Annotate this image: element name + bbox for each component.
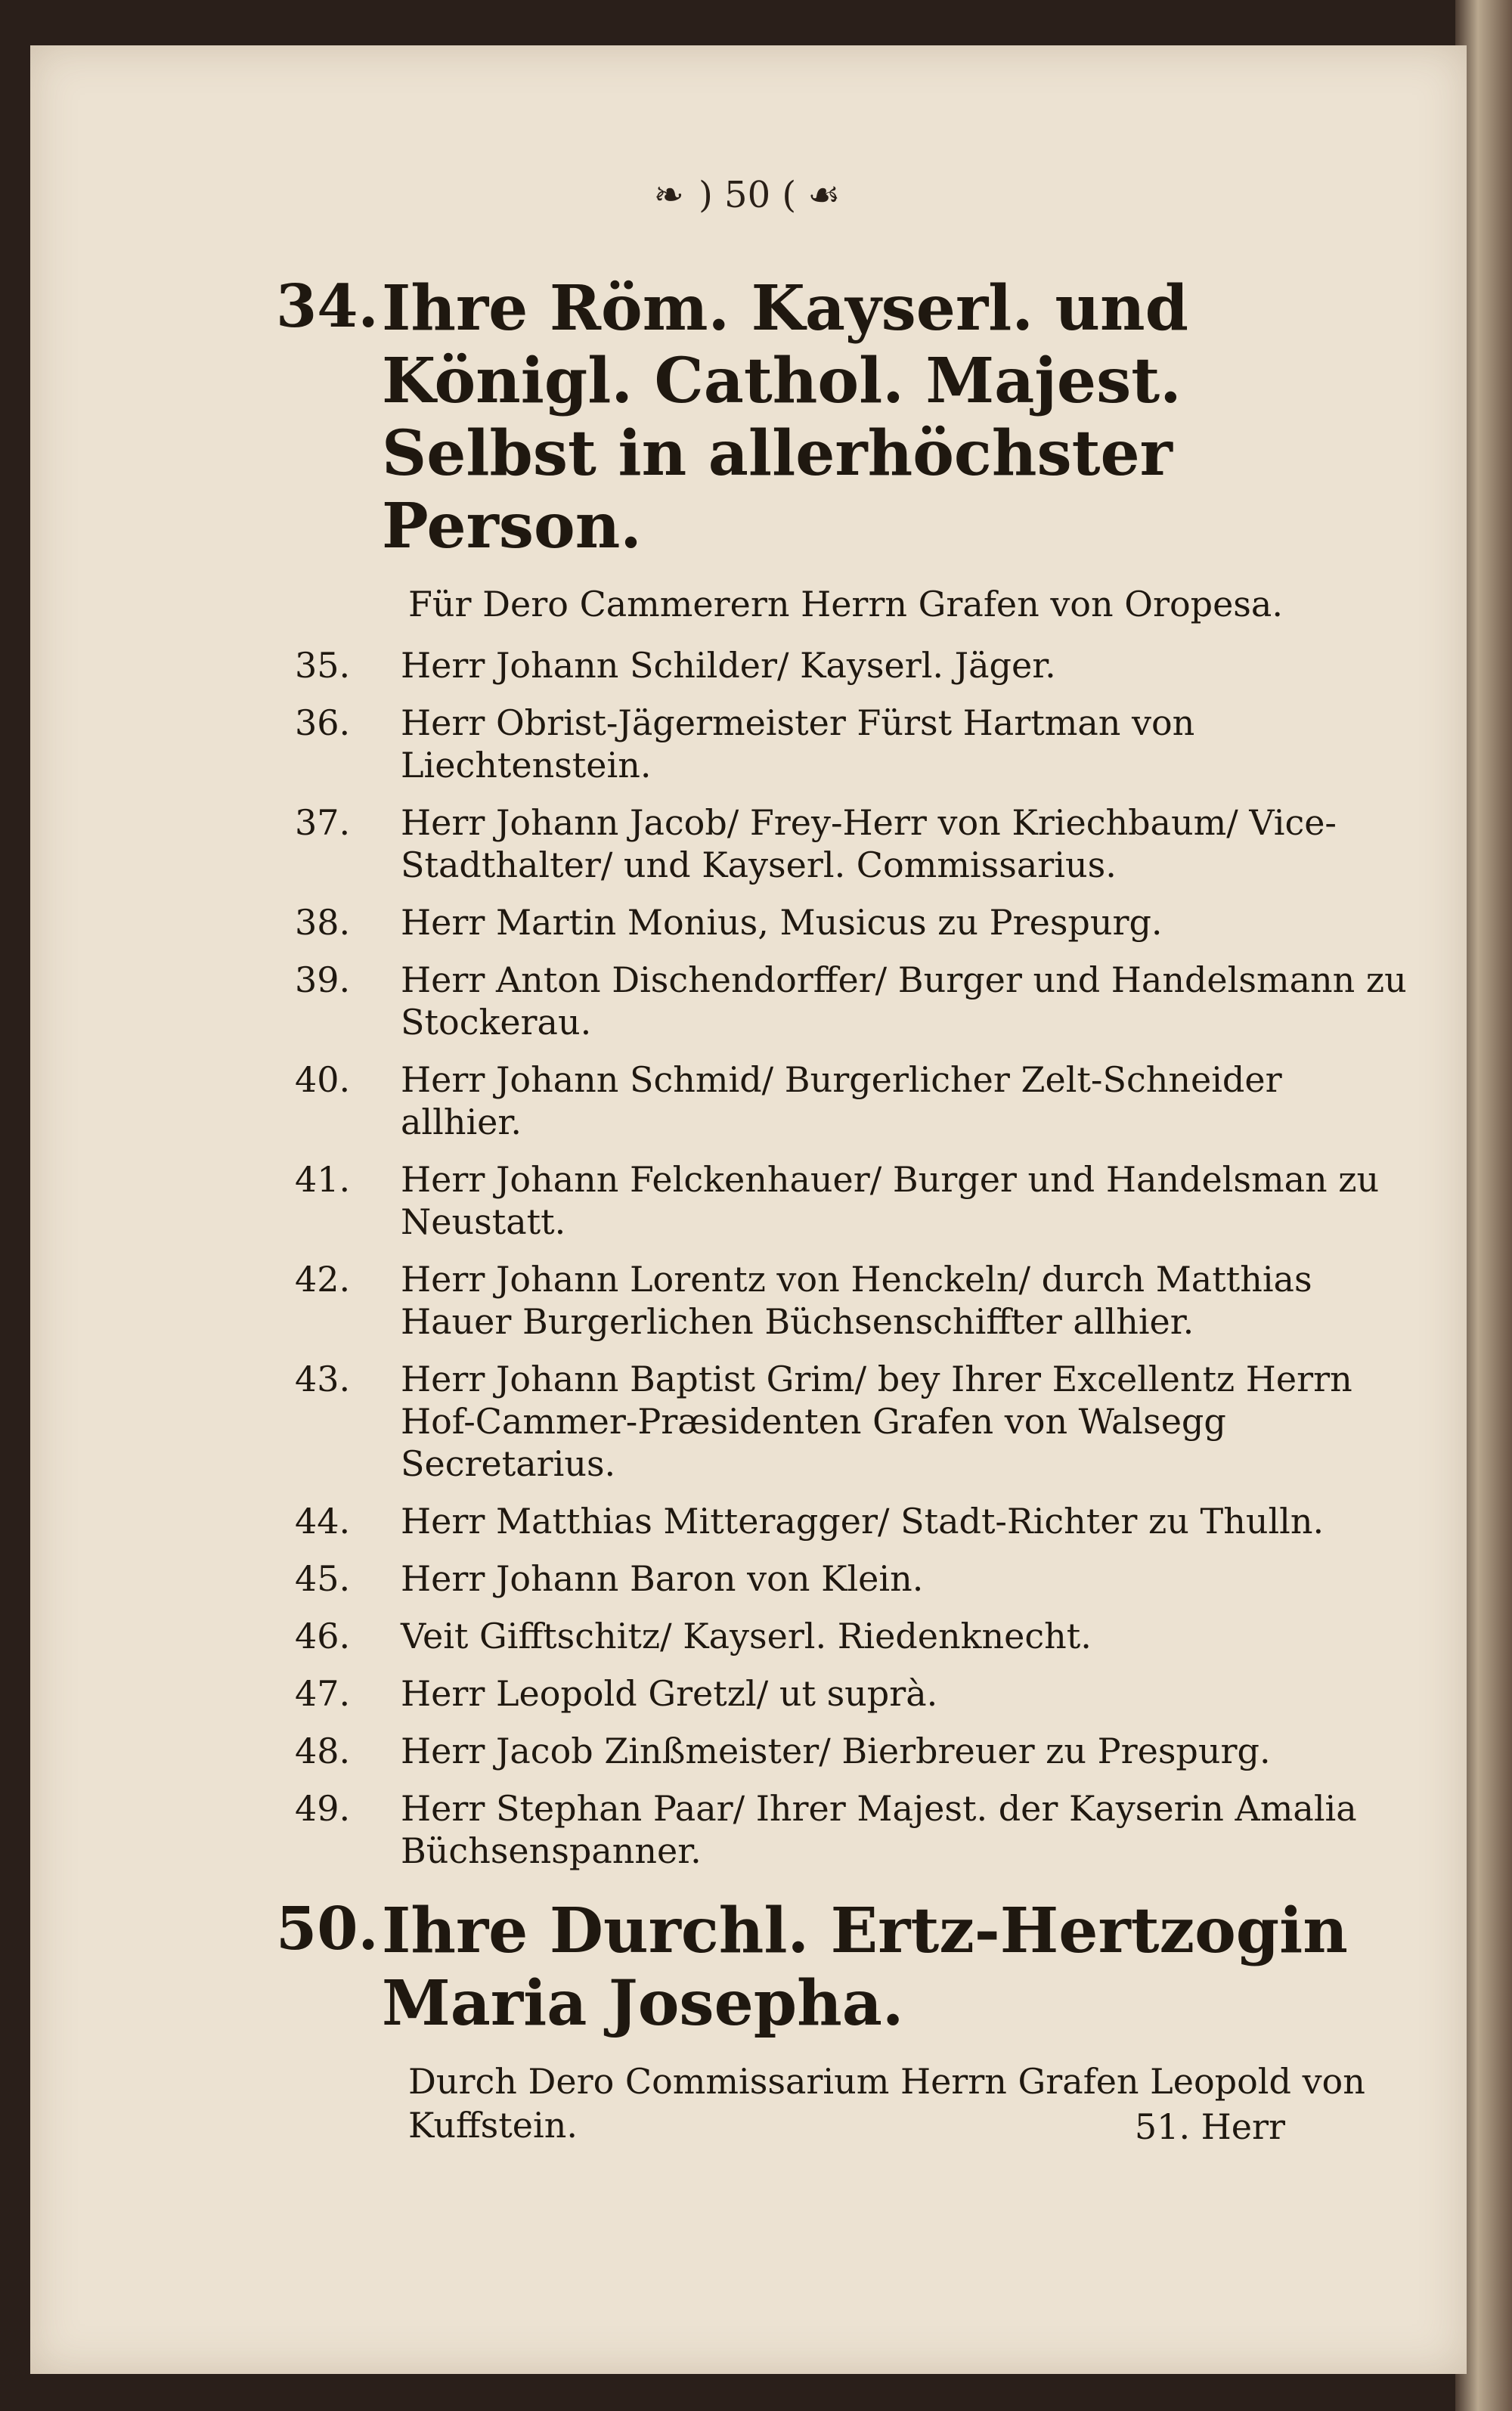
entry-number: 40. [295,1059,351,1100]
entry-number: 44. [295,1501,351,1542]
list-item [295,1500,1414,1542]
entry-number: 48. [295,1731,351,1771]
list-item [295,702,1414,786]
entry-text: Herr Johann Baptist Grim/ bey Ihrer Excellentz Herrn Hof-Cammer-Præsidenten Grafen von Walsegg Secretarius. [401,1359,1352,1484]
list-item [295,644,1414,686]
entry-number: 47. [295,1673,351,1714]
entry-text: Herr Johann Jacob/ Frey-Herr von Kriechbaum/ Vice-Stadthalter/ und Kayserl. Commissarius. [401,802,1337,885]
entry-note: Für Dero Cammerern Herrn Grafen von Oropesa. [408,584,1283,624]
list-item [295,1787,1414,1872]
entry-number: 45. [295,1558,351,1599]
list-item [295,901,1414,944]
entry-number: 49. [295,1788,351,1829]
entry-text: Herr Obrist-Jägermeister Fürst Hartman von Liechtenstein. [401,702,1195,786]
entry-text: Herr Martin Monius, Musicus zu Prespurg. [401,902,1163,943]
list-item [295,801,1414,886]
list-item [276,272,1414,562]
page-header [30,174,1467,216]
entry-number: 34. [276,272,379,341]
entry-text: Ihre Röm. Kayserl. und Königl. Cathol. Majest. Selbst in allerhöchster Person. [382,272,1189,562]
list-item [295,1672,1414,1715]
book-page [30,45,1467,2374]
list-item [295,1258,1414,1343]
entry-number: 39. [295,959,351,1000]
entry-number: 50. [276,1895,379,1963]
list-item [295,959,1414,1043]
entry-number: 35. [295,645,351,686]
entry-text: Herr Johann Schilder/ Kayserl. Jäger. [401,645,1056,686]
entry-text: Ihre Durchl. Ertz-Hertzogin Maria Josepha. [382,1895,1348,2040]
entry-text: Herr Jacob Zinßmeister/ Bierbreuer zu Prespurg. [401,1731,1271,1771]
list-item [276,1895,1414,2040]
ornament-right-icon: ☙ [807,174,844,216]
entry-note: Durch Dero Commissarium Herrn Grafen Leopold von Kuffstein. [408,2061,1365,2146]
list-item [295,1058,1414,1143]
entry-number: 42. [295,1259,351,1300]
entry-text: Veit Gifftschitz/ Kayserl. Riedenknecht. [401,1616,1092,1656]
entry-number: 41. [295,1159,351,1200]
entry-text: Herr Anton Dischendorffer/ Burger und Handelsmann zu Stockerau. [401,959,1407,1043]
list-item [295,1615,1414,1657]
page-number: ) 50 ( [699,174,797,216]
list-item [295,1358,1414,1485]
entry-text: Herr Stephan Paar/ Ihrer Majest. der Kayserin Amalia Büchsenspanner. [401,1788,1357,1871]
list-item [295,1730,1414,1772]
entry-text: Herr Johann Schmid/ Burgerlicher Zelt-Schneider allhier. [401,1059,1282,1142]
entry-list [276,272,1414,2165]
catchword: 51. Herr [1134,2106,1285,2147]
ornament-left-icon: ❧ [653,174,687,216]
entry-number: 36. [295,702,351,743]
entry-number: 38. [295,902,351,943]
list-item [295,1158,1414,1243]
entry-number: 46. [295,1616,351,1656]
entry-text: Herr Johann Felckenhauer/ Burger und Handelsman zu Neustatt. [401,1159,1380,1242]
entry-number: 37. [295,802,351,843]
entry-text: Herr Johann Baron von Klein. [401,1558,924,1599]
entry-text: Herr Leopold Gretzl/ ut suprà. [401,1673,938,1714]
entry-text: Herr Johann Lorentz von Henckeln/ durch Matthias Hauer Burgerlichen Büchsenschiffter allhier. [401,1259,1312,1342]
list-item [295,1557,1414,1600]
entry-text: Herr Matthias Mitteragger/ Stadt-Richter zu Thulln. [401,1501,1325,1542]
entry-number: 43. [295,1359,351,1399]
